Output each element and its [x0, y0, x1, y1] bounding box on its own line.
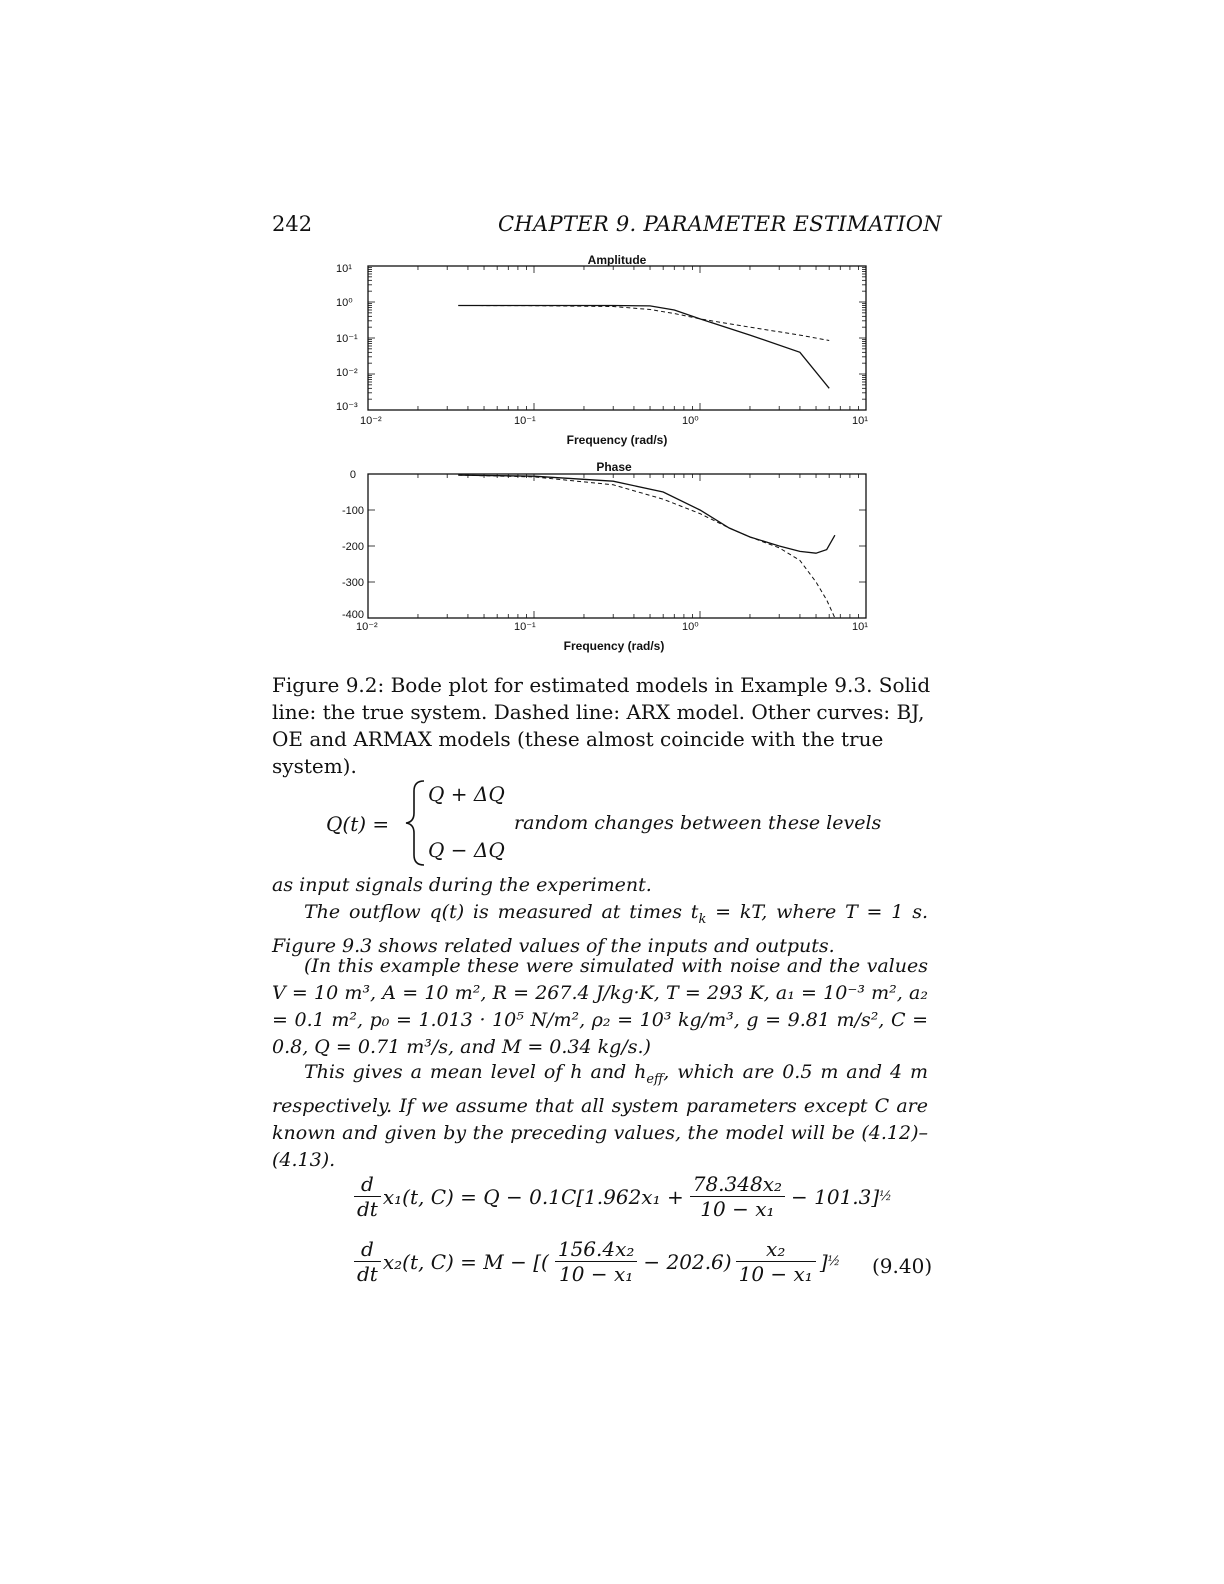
eq1-fraction: $\frac{\text{78.348x₂}}{\text{10 − x₁}}$	[690, 1172, 785, 1221]
paragraph-4-a: This gives a mean level of h and h	[304, 1061, 647, 1083]
paragraph-2	[272, 899, 928, 960]
equation-line-2	[354, 1237, 840, 1286]
ph-ytick-3: -300	[341, 577, 364, 589]
piecewise-note: random changes between these levels	[514, 812, 882, 834]
eq1-exponent: ½	[879, 1189, 892, 1204]
ph-ytick-4: -400	[341, 609, 364, 621]
paragraph-2-b: = kT, where T = 1 s. Figure 9.3 shows related values of the inputs and outputs.	[272, 901, 929, 957]
page-number: 242	[272, 212, 313, 236]
amp-xtick-0: 10⁻²	[360, 415, 382, 427]
amp-ytick-4: 10⁻³	[336, 401, 358, 413]
eq2-tail: ]	[819, 1249, 828, 1274]
amp-xtick-2: 10⁰	[682, 415, 699, 427]
figure-caption: Figure 9.2: Bode plot for estimated models in Example 9.3. Solid line: the true system. Dashed line: ARX model. Other curves: BJ, OE and ARMAX models (these almost coincide with the true system).	[272, 673, 931, 778]
equation-line-1	[354, 1172, 892, 1221]
running-head: CHAPTER 9. PARAMETER ESTIMATION	[498, 212, 942, 236]
amp-ytick-0: 10¹	[336, 263, 352, 275]
eq1-derivative: $\frac{d}{dt}$	[354, 1172, 381, 1221]
left-brace	[404, 778, 428, 868]
amplitude-ticks	[368, 266, 866, 410]
piecewise-case-1: Q + ΔQ	[428, 782, 505, 806]
paragraph-1: as input signals during the experiment.	[272, 874, 652, 896]
ph-xtick-0: 10⁻²	[356, 621, 378, 633]
ph-ytick-0: 0	[349, 469, 356, 481]
paragraph-4-sub: eff	[646, 1071, 664, 1087]
eq2-derivative: $\frac{d}{dt}$	[354, 1237, 381, 1286]
amplitude-title: Amplitude	[587, 253, 647, 267]
paragraph-2-sub: k	[698, 911, 707, 927]
paragraph-2-a: The outflow q(t) is measured at times t	[304, 901, 699, 923]
phase-ticks	[368, 474, 866, 618]
eq2-lhs: x₂(t, C) = M − [(	[382, 1249, 549, 1274]
eq2-fraction-1: $\frac{\text{156.4x₂}}{\text{10 − x₁}}$	[555, 1237, 638, 1286]
eq2-fraction-2: $\frac{\text{x₂}}{\text{10 − x₁}}$	[736, 1237, 816, 1286]
amplitude-xlabel: Frequency (rad/s)	[566, 433, 668, 447]
amp-ytick-2: 10⁻¹	[336, 333, 358, 345]
amplitude-arx-line	[458, 306, 829, 341]
eq1-lhs: x₁(t, C) = Q − 0.1C[1.962x₁ +	[382, 1184, 684, 1209]
ph-ytick-2: -200	[341, 541, 364, 553]
phase-plot	[320, 458, 900, 658]
ph-xtick-2: 10⁰	[682, 621, 699, 633]
amplitude-plot	[320, 250, 900, 450]
paragraph-3: (In this example these were simulated with noise and the values V = 10 m³, A = 10 m², R = 267.4 J/kg·K, T = 293 K, a₁ = 10⁻³ m², a₂ = 0.1 m², p₀ = 1.013 · 10⁵ N/m², ρ₂ = 10³ kg/m³, g = 9.81 m/s², C = 0.8, Q = 0.71 m³/s, and M = 0.34 kg/s.)	[272, 955, 928, 1058]
phase-xlabel: Frequency (rad/s)	[563, 639, 665, 653]
phase-title: Phase	[596, 460, 632, 474]
amp-xtick-1: 10⁻¹	[514, 415, 536, 427]
ph-xtick-3: 10¹	[852, 621, 868, 633]
amp-xtick-3: 10¹	[852, 415, 868, 427]
eq1-tail: − 101.3]	[791, 1184, 880, 1209]
piecewise-case-2: Q − ΔQ	[428, 838, 505, 862]
eq2-mid: − 202.6)	[643, 1249, 732, 1274]
phase-true-system-line	[458, 475, 835, 553]
amp-ytick-1: 10⁰	[336, 297, 353, 309]
ph-xtick-1: 10⁻¹	[514, 621, 536, 633]
phase-frame	[368, 474, 866, 618]
paragraph-4-b: , which are 0.5 m and 4 m respectively. If we assume that all system parameters except C are known and given by the preceding values, the model will be (4.12)–(4.13).	[272, 1061, 928, 1171]
amplitude-frame	[368, 266, 866, 410]
ph-ytick-1: -100	[341, 505, 364, 517]
equation-number: (9.40)	[872, 1254, 933, 1278]
eq2-exponent: ½	[827, 1254, 841, 1269]
amp-ytick-3: 10⁻²	[336, 367, 358, 379]
amplitude-true-system-line	[458, 306, 829, 389]
paragraph-4	[272, 1059, 928, 1174]
phase-arx-line	[458, 475, 835, 618]
piecewise-lhs: Q(t) =	[326, 812, 390, 836]
